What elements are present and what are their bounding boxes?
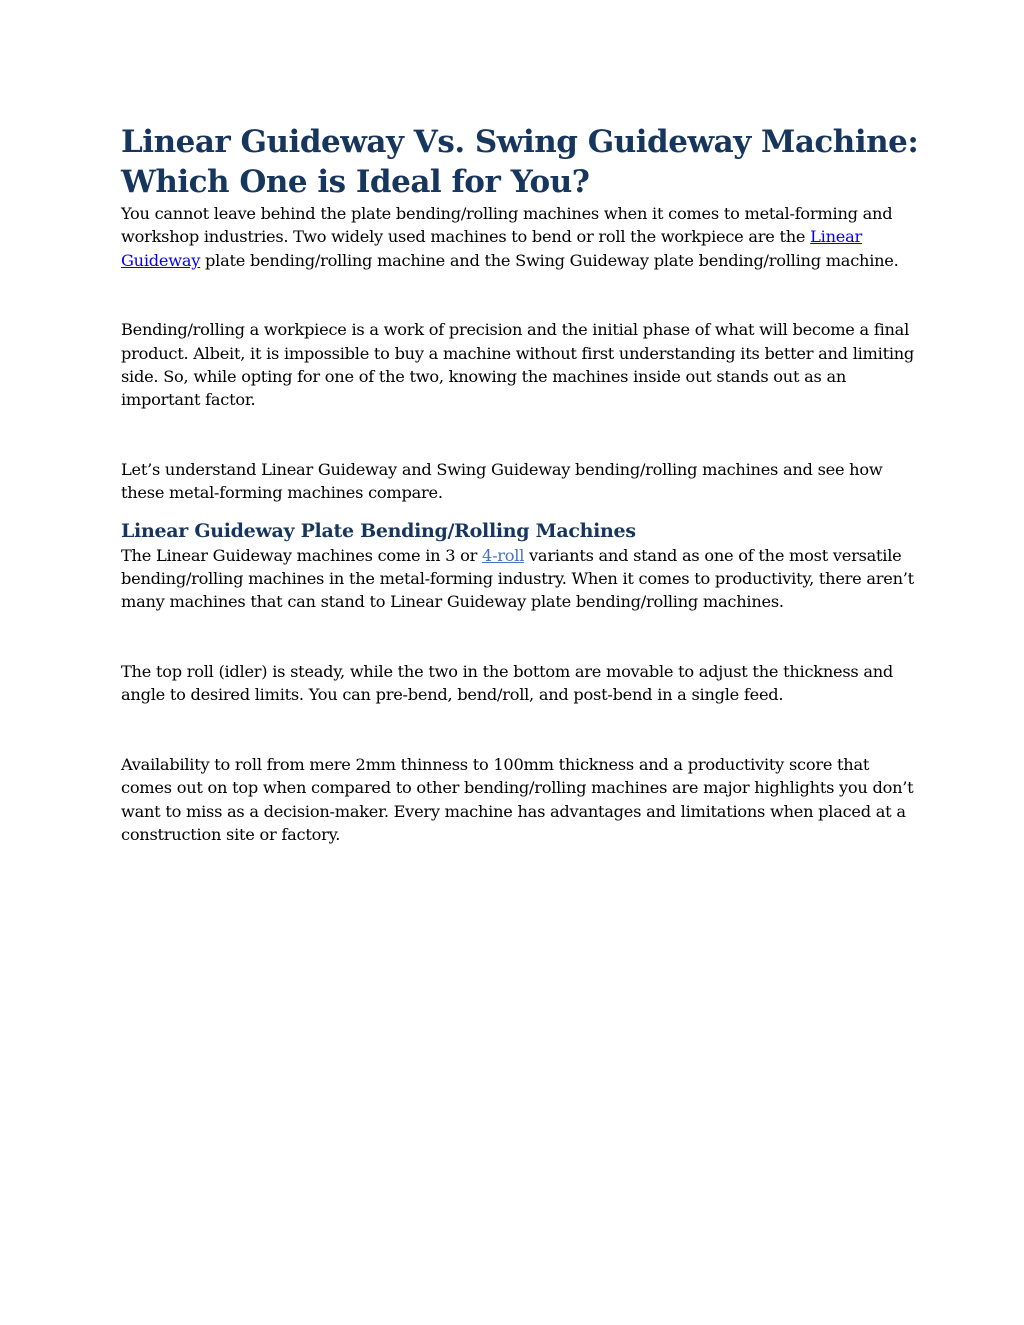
page-title: Linear Guideway Vs. Swing Guideway Machine: Which One is Ideal for You? [121, 124, 919, 200]
variants-text-start: The Linear Guideway machines come in 3 or [121, 545, 483, 565]
intro-text-start: You cannot leave behind the plate bending/rolling machines when it comes to metal-forming and workshop industries. Two widely used machines to bend or roll the workpiece are the [121, 204, 893, 247]
intro-text-end: plate bending/rolling machine and the Swing Guideway plate bending/rolling machine. [200, 250, 899, 270]
document-page [121, 122, 921, 846]
section-heading: Linear Guideway Plate Bending/Rolling Machines [121, 519, 636, 542]
spacer [121, 272, 921, 318]
intro-paragraph [121, 202, 921, 272]
spacer [121, 505, 921, 518]
linear-guideway-link[interactable]: Linear Guideway [121, 227, 862, 270]
section-paragraph-availability: Availability to roll from mere 2mm thinness to 100mm thickness and a productivity score that comes out on top when compared to other bending/rolling machines are major highlights you don’t want to miss as a decision-maker. Every machine has advantages and limitations when placed at a construction site or factory. [121, 754, 914, 844]
spacer [121, 707, 921, 753]
spacer [121, 614, 921, 660]
paragraph-precision: Bending/rolling a workpiece is a work of precision and the initial phase of what will become a final product. Albeit, it is impossible to buy a machine without first understanding its better and limiting side. So, while opting for one of the two, knowing the machines inside out stands out as an important factor. [121, 320, 915, 410]
four-roll-link[interactable]: 4-roll [482, 545, 525, 565]
section-paragraph-variants [121, 544, 921, 614]
spacer [121, 412, 921, 458]
section-paragraph-top-roll: The top roll (idler) is steady, while the two in the bottom are movable to adjust the thickness and angle to desired limits. You can pre-bend, bend/roll, and post-bend in a single feed. [121, 661, 894, 705]
paragraph-compare: Let’s understand Linear Guideway and Swing Guideway bending/rolling machines and see how these metal-forming machines compare. [121, 459, 883, 503]
variants-text-end: variants and stand as one of the most versatile bending/rolling machines in the metal-forming industry. When it comes to productivity, there aren’t many machines that can stand to Linear Guideway plate bending/rolling machines. [121, 545, 914, 612]
